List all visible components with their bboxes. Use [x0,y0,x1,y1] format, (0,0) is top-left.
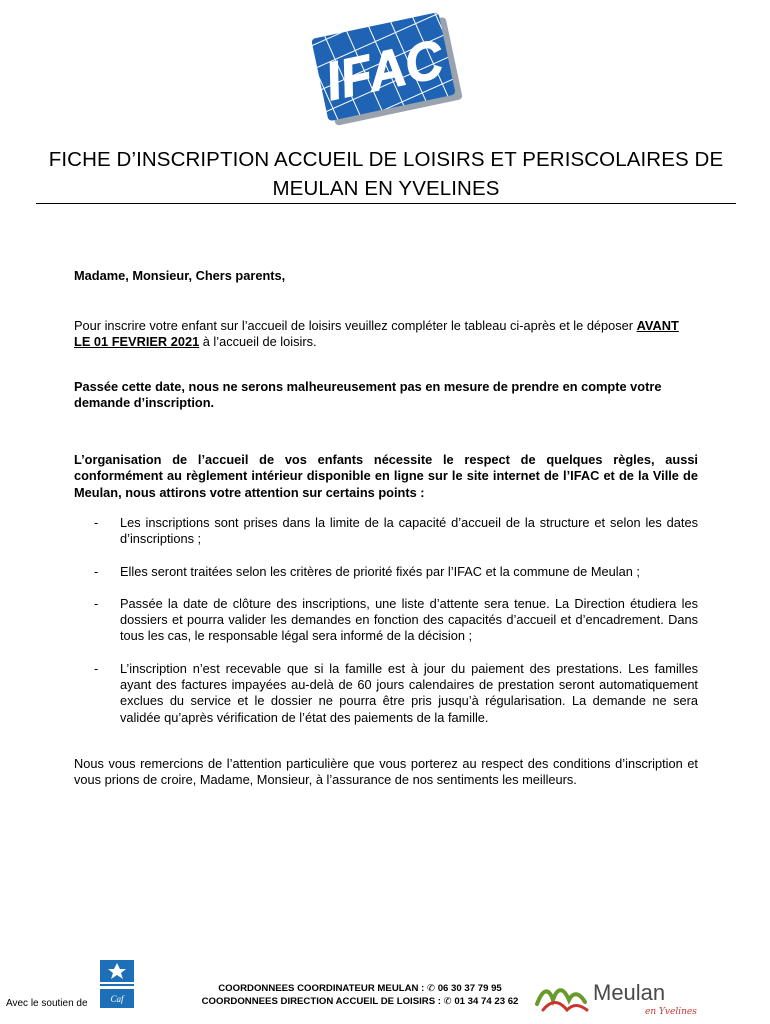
rules-intro: L’organisation de l’accueil de vos enfants nécessite le respect de quelques règles, aussi conformément au règlement intérieur disponible en ligne sur le site internet de l’IFAC et de la Ville de Meulan, nous attirons votre attention sur certains points : [74,452,698,500]
list-item [94,661,698,726]
title-divider [36,203,736,204]
bullet-dash: - [94,595,99,611]
ifac-logo-text: IFAC [320,27,454,113]
list-item [94,515,698,548]
rule-text: L’inscription n’est recevable que si la famille est à jour du paiement des prestations. Les familles ayant des factures impayées au-delà de 60 jours calendaires de prestation seront automatiquement exclues du service et le dossier ne pourra être pris jusqu’à régularisation. La demande ne sera validée qu’après vérification de l’état des paiements de la famille. [120,660,698,725]
caf-logo [97,958,137,1010]
phone-icon: ✆ [443,996,452,1007]
list-item [94,596,698,645]
meulan-logo-text: Meulan [593,980,666,1005]
rule-text: Elles seront traitées selon les critères de priorité fixés par l’IFAC et la commune de Meulan ; [120,563,640,579]
bullet-dash: - [94,660,99,676]
coordinator-phone: 06 30 37 79 95 [437,983,502,994]
rule-text: Les inscriptions sont prises dans la limite de la capacité d’accueil de la structure et selon les dates d’inscriptions ; [120,515,698,547]
page-title: FICHE D’INSCRIPTION ACCUEIL DE LOISIRS ET PERISCOLAIRES DE MEULAN EN YVELINES [48,148,724,200]
direction-phone: 01 34 74 23 62 [454,996,519,1007]
ifac-logo [307,10,467,128]
rules-list [94,515,698,726]
coordinator-contact [190,982,530,995]
meulan-logo-subtext: en Yvelines [645,1007,697,1017]
intro-paragraph [74,318,698,351]
coordinator-label: COORDONNEES COORDINATEUR MEULAN : [218,983,427,994]
bullet-dash: - [94,515,99,530]
contact-footer [190,982,530,1008]
list-item [94,564,698,580]
closing-paragraph: Nous vous remercions de l’attention particulière que vous porterez au respect des conditions d’inscription et vous prions de croire, Madame, Monsieur, à l’assurance de nos sentiments les meilleurs. [74,756,698,788]
caf-logo-text: Caf [110,994,124,1004]
intro-text-start: Pour inscrire votre enfant sur l’accueil de loisirs veuillez compléter le tableau ci-après et le déposer [74,318,637,333]
bullet-dash: - [94,563,99,579]
rule-text: Passée la date de clôture des inscriptions, une liste d’attente sera tenue. La Direction étudiera les dossiers et pourra valider les demandes en fonction des capacités d’accueil et d’encadrement. Dans tous les cas, le responsable légal sera informé de la décision ; [120,595,698,644]
deadline-notice: Passée cette date, nous ne serons malheureusement pas en mesure de prendre en compte votre demande d’inscription. [74,379,662,411]
direction-contact [190,995,530,1008]
intro-text-end: à l’accueil de loisirs. [199,334,317,350]
support-label: Avec le soutien de [6,998,88,1009]
deadline-date: AVANT LE 01 FEVRIER 2021 [74,318,679,350]
phone-icon: ✆ [427,983,436,994]
greeting: Madame, Monsieur, Chers parents, [74,268,286,283]
direction-label: COORDONNEES DIRECTION ACCUEIL DE LOISIRS : [201,996,444,1007]
meulan-logo [533,970,698,1020]
